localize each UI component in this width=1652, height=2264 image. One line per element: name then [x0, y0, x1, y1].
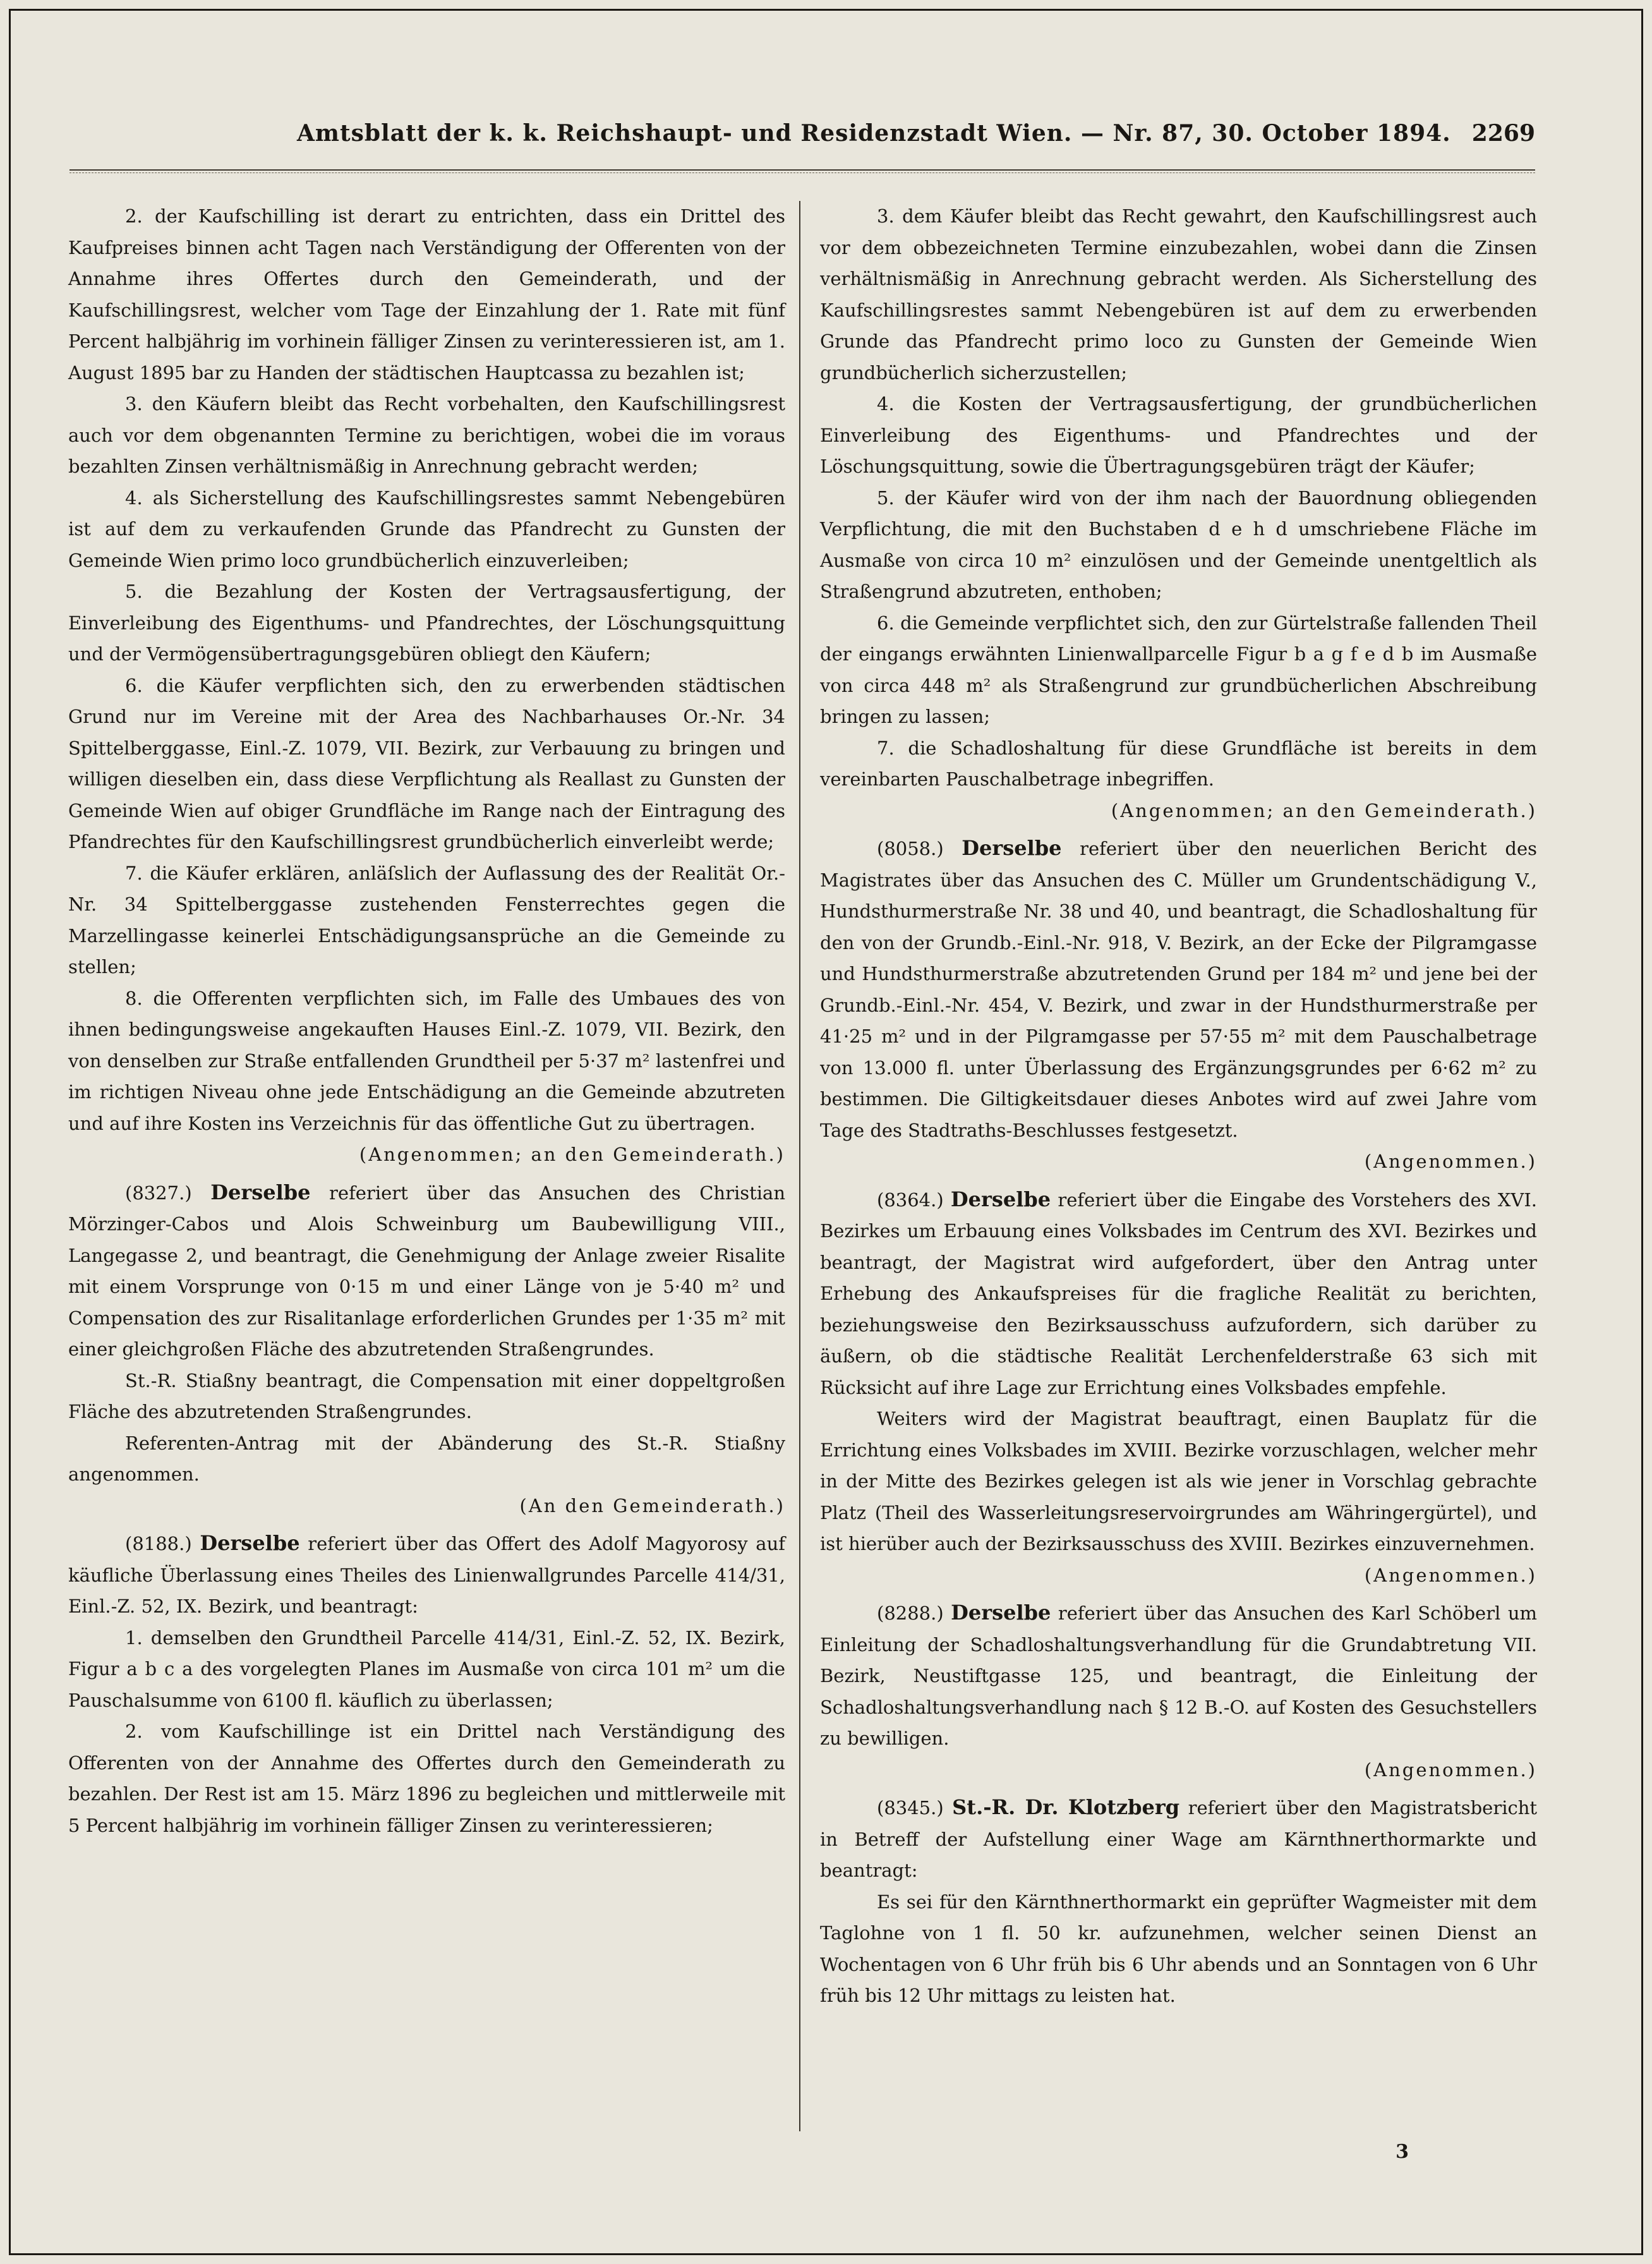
paragraph-text: 2. der Kaufschilling ist derart zu entrichten, dass ein Drittel des Kaufpreises binnen acht Tagen nach Verständigung der Offerenten von der Annahme ihres Offertes durch den Gemeinderath, und der Kaufschillingsrest, welcher vom Tage der Einzahlung der 1. Rate mit fünf Percent halbjährig im vorhinein fälliger Zinsen zu verinteressieren ist, am 1. August 1895 bar zu Handen der städtischen Hauptcassa zu bezahlen ist; — [68, 205, 785, 384]
paragraph-text: 3. dem Käufer bleibt das Recht gewahrt, den Kaufschillingsrest auch vor dem obbezeichneten Termine einzubezahlen, wobei dann die Zinsen verhältnismäßig in Anrechnung gebracht werden. Als Sicherstellung des Kaufschillingsrestes sammt Nebengebüren ist auf dem zu erwerbenden Grunde das Pfandrecht primo loco zu Gunsten der Gemeinde Wien grundbücherlich sicherzustellen; — [820, 205, 1537, 384]
masthead-title: Amtsblatt der k. k. Reichshaupt- und Residenzstadt Wien. — Nr. 87, 30. October 1894. — [297, 120, 1451, 147]
item-reference: (8364.) — [877, 1189, 944, 1211]
item-reference: (8345.) — [877, 1797, 944, 1819]
item-reference: (8058.) — [877, 838, 944, 859]
paragraph — [68, 1528, 785, 1623]
paragraph-text: 1. demselben den Grundtheil Parcelle 414/31, Einl.-Z. 52, IX. Bezirk, Figur a b c a des vorgelegten Planes im Ausmaße von circa 101 m² um die Pauschalsumme von 6100 fl. käuflich zu überlassen; — [68, 1626, 785, 1711]
paragraph — [68, 483, 785, 577]
paragraph — [68, 1365, 785, 1428]
paragraph-text: referiert über die Eingabe des Vorstehers des XVI. Bezirkes um Erbauung eines Volksbades im Centrum des XVI. Bezirkes und beantragt, der Magistrat wird aufgefordert, über den Antrag unter Erhebung des Ankaufspreises für die fragliche Realität zu berichten, beziehungsweise den Bezirksausschuss aufzufordern, sich darüber zu äußern, ob die städtische Realität Lerchenfelderstraße 63 sich mit Rücksicht auf ihre Lage zur Errichtung eines Volksbades empfehle. — [820, 1189, 1538, 1398]
page-header — [0, 120, 1652, 164]
paragraph-text: Weiters wird der Magistrat beauftragt, einen Bauplatz für die Errichtung eines Volksbades im XVIII. Bezirke vorzuschlagen, welcher mehr in der Mitte des Bezirkes gelegen ist als wie jener in Vorschlag gebrachte Platz (Theil des Wasserleitungsreservoirgrundes am Währingergürtel), und ist hierüber auch der Bezirksausschuss des XVIII. Bezirkes einzuvernehmen. — [820, 1408, 1537, 1554]
speaker-name: Derselbe — [950, 1187, 1051, 1211]
paragraph-text: 2. vom Kaufschillinge ist ein Drittel nach Verständigung des Offerenten von der Annahme des Offertes durch den Gemeinderath zu bezahlen. Der Rest ist am 15. März 1896 zu begleichen und mittlerweile mit 5 Percent halbjährig im vorhinein fälliger Zinsen zu verinteressieren; — [68, 1721, 785, 1836]
resolution-note: (Angenommen.) — [1364, 1759, 1537, 1781]
paragraph-text: 4. als Sicherstellung des Kaufschillingsrestes sammt Nebengebüren ist auf dem zu verkaufenden Grunde das Pfandrecht zu Gunsten der Gemeinde Wien primo loco grundbücherlich einzuverleiben; — [68, 487, 785, 571]
resolution-note: (An den Gemeinderath.) — [519, 1494, 785, 1516]
paragraph — [820, 1887, 1537, 2012]
paragraph-text: referiert über den Magistratsbericht in Betreff der Aufstellung einer Wage am Kärnthnerthormarkte und beantragt: — [820, 1797, 1538, 1881]
paragraph — [68, 1428, 785, 1491]
paragraph — [68, 201, 785, 389]
resolution-note: (Angenommen; an den Gemeinderath.) — [359, 1144, 785, 1165]
paragraph-text: referiert über das Ansuchen des Karl Schöberl um Einleitung der Schadloshaltungsverhandlung für die Grundabtretung VII. Bezirk, Neustiftgasse 125, und beantragt, die Einleitung der Schadloshaltungsverhandlung nach § 12 B.-O. auf Kosten des Gesuchstellers zu bewilligen. — [820, 1602, 1538, 1749]
paragraph-text: 5. die Bezahlung der Kosten der Vertragsausfertigung, der Einverleibung des Eigenthums- und Pfandrechtes, der Löschungsquittung und der Vermögensübertragungsgebüren obliegt den Käufern; — [68, 581, 785, 665]
page-number: 2269 — [1471, 120, 1535, 147]
paragraph-text: Referenten-Antrag mit der Abänderung des St.-R. Stiaßny angenommen. — [68, 1432, 785, 1485]
paragraph-text: St.-R. Stiaßny beantragt, die Compensation mit einer doppeltgroßen Fläche des abzutretenden Straßengrundes. — [68, 1369, 785, 1422]
paragraph — [820, 733, 1537, 796]
paragraph-text: 5. der Käufer wird von der ihm nach der Bauordnung obliegenden Verpflichtung, die mit den Buchstaben d e h d umschriebene Fläche im Ausmaße von circa 10 m² einzulösen und der Gemeinde unentgeltlich als Straßengrund abzutreten, enthoben; — [820, 487, 1537, 602]
paragraph — [68, 1177, 785, 1365]
item-reference: (8288.) — [877, 1602, 944, 1624]
paragraph — [68, 858, 785, 983]
speaker-name: Derselbe — [200, 1531, 300, 1555]
column-divider — [799, 201, 800, 2131]
paragraph-text: 7. die Schadloshaltung für diese Grundfläche ist bereits in dem vereinbarten Pauschalbetrage inbegriffen. — [820, 737, 1537, 790]
left-column — [68, 201, 785, 1841]
paragraph — [820, 1597, 1537, 1755]
speaker-name: St.-R. Dr. Klotzberg — [952, 1795, 1180, 1819]
paragraph-text: 4. die Kosten der Vertragsausfertigung, der grundbücherlichen Einverleibung des Eigenthums- und Pfandrechtes und der Löschungsquittung, sowie die Übertragungsgebüren trägt der Käufer; — [820, 393, 1537, 477]
paragraph-text: 3. den Käufern bleibt das Recht vorbehalten, den Kaufschillingsrest auch vor dem obgenannten Termine zu berichtigen, wobei die im voraus bezahlten Zinsen verhältnismäßig in Anrechnung gebracht werden; — [68, 393, 785, 477]
paragraph-text: referiert über das Ansuchen des Christian Mörzinger-Cabos und Alois Schweinburg um Baubewilligung VIII., Langegasse 2, und beantragt, die Genehmigung der Anlage zweier Risalite mit einem Vorsprunge von 0·15 m und einer Länge von je 5·40 m² und Compensation des zur Risalitanlage erforderlichen Grundes per 1·35 m² mit einer gleichgroßen Fläche des abzutretenden Straßengrundes. — [68, 1182, 785, 1360]
paragraph-text: 8. die Offerenten verpflichten sich, im Falle des Umbaues des von ihnen bedingungsweise angekauften Hauses Einl.-Z. 1079, VII. Bezirk, den von denselben zur Straße entfallenden Grundtheil per 5·37 m² lastenfrei und im richtigen Niveau ohne jede Entschädigung an die Gemeinde abzutreten und auf ihre Kosten ins Verzeichnis für das öffentliche Gut zu übertragen. — [68, 987, 785, 1134]
item-reference: (8188.) — [125, 1533, 192, 1554]
paragraph — [68, 576, 785, 670]
paragraph — [68, 670, 785, 858]
paragraph — [68, 389, 785, 483]
paragraph-text: referiert über das Offert des Adolf Magyorosy auf käufliche Überlassung eines Theiles des Linienwallgrundes Parcelle 414/31, Einl.-Z. 52, IX. Bezirk, und beantragt: — [68, 1533, 785, 1617]
paragraph — [820, 483, 1537, 608]
paragraph — [68, 983, 785, 1140]
paragraph — [820, 1403, 1537, 1560]
paragraph-text: referiert über den neuerlichen Bericht des Magistrates über das Ansuchen des C. Müller um Grundentschädigung V., Hundsthurmerstraße Nr. 38 und 40, und beantragt, die Schadloshaltung für den von der Grundb.-Einl.-Nr. 918, V. Bezirk, an der Ecke der Pilgramgasse und Hundsthurmerstraße abzutretenden Grund per 184 m² und jene bei der Grundb.-Einl.-Nr. 454, V. Bezirk, und zwar in der Hundsthurmerstraße per 41·25 m² und in der Pilgramgasse per 57·55 m² mit dem Pauschalbetrage von 13.000 fl. unter Überlassung des Ergänzungsgrundes per 6·62 m² zu bestimmen. Die Giltigkeitsdauer dieses Anbotes wird auf zwei Jahre vom Tage des Stadtraths-Beschlusses festgesetzt. — [820, 838, 1538, 1141]
header-rule — [69, 169, 1535, 174]
paragraph — [820, 833, 1537, 1146]
paragraph-text: 7. die Käufer erklären, anläſslich der Auflassung des der Realität Or.-Nr. 34 Spittelberggasse zustehenden Fensterrechtes gegen die Marzellingasse keinerlei Entschädigungsansprüche an die Gemeinde zu stellen; — [68, 862, 785, 978]
paragraph — [820, 201, 1537, 389]
paragraph — [820, 389, 1537, 483]
paragraph — [68, 1716, 785, 1841]
paragraph-text: 6. die Gemeinde verpflichtet sich, den zur Gürtelstraße fallenden Theil der eingangs erwähnten Linienwallparcelle Figur b a g f e d b im Ausmaße von circa 448 m² als Straßengrund zur grundbücherlichen Abschreibung bringen zu lassen; — [820, 612, 1537, 727]
resolution-note: (Angenommen.) — [1364, 1151, 1537, 1172]
paragraph-text: Es sei für den Kärnthnerthormarkt ein geprüfter Wagmeister mit dem Taglohne von 1 fl. 50 kr. aufzunehmen, welcher seinen Dienst an Wochentagen von 6 Uhr früh bis 6 Uhr abends und an Sonntagen von 6 Uhr früh bis 12 Uhr mittags zu leisten hat. — [820, 1891, 1537, 2006]
speaker-name: Derselbe — [962, 836, 1062, 860]
speaker-name: Derselbe — [210, 1180, 311, 1204]
paragraph — [820, 1792, 1537, 1887]
item-reference: (8327.) — [125, 1182, 192, 1204]
paragraph-text: 6. die Käufer verpflichten sich, den zu erwerbenden städtischen Grund nur im Vereine mit der Area des Nachbarhauses Or.-Nr. 34 Spittelberggasse, Einl.-Z. 1079, VII. Bezirk, zur Verbauung zu bringen und willigen dieselben ein, dass diese Verpflichtung als Reallast zu Gunsten der Gemeinde Wien auf obiger Grundfläche im Range nach der Eintragung des Pfandrechtes für den Kaufschillingsrest grundbücherlich einverleibt werde; — [68, 674, 785, 852]
paragraph — [68, 1623, 785, 1717]
resolution-note: (Angenommen; an den Gemeinderath.) — [1111, 799, 1537, 821]
paragraph — [820, 1184, 1537, 1404]
right-column — [820, 201, 1537, 2012]
sheet-signature: 3 — [1396, 2141, 1409, 2163]
paragraph — [820, 608, 1537, 733]
speaker-name: Derselbe — [951, 1601, 1051, 1625]
resolution-note: (Angenommen.) — [1364, 1564, 1537, 1586]
